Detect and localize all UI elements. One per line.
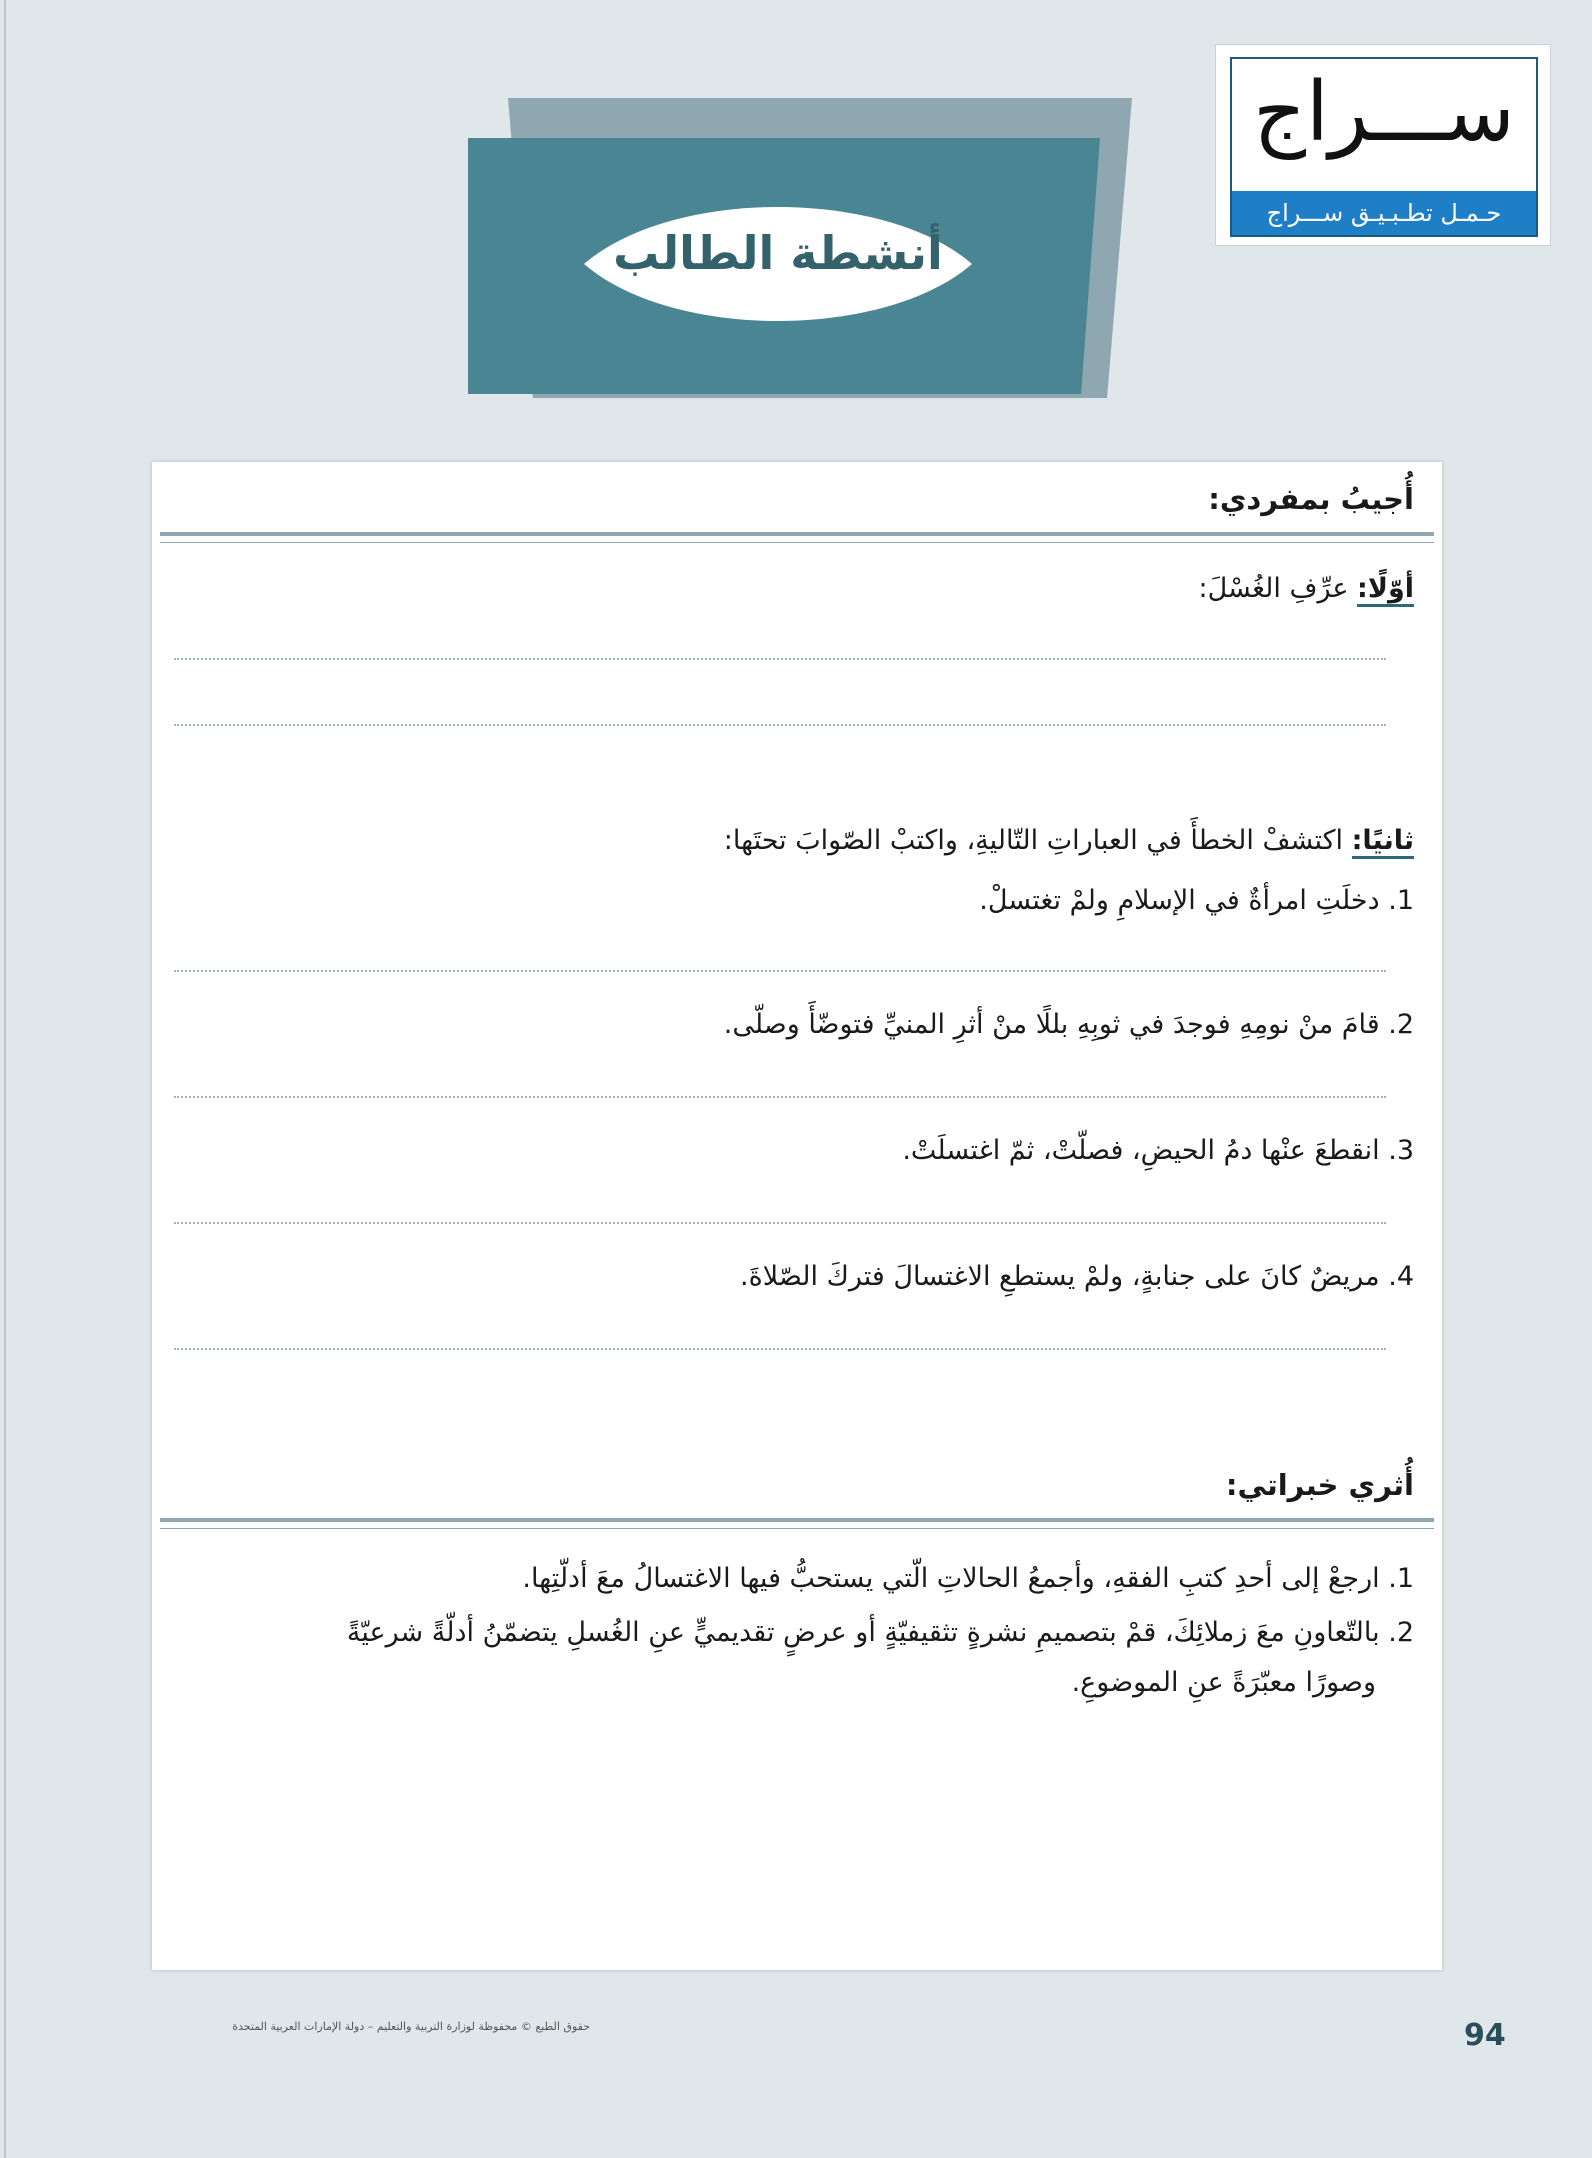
banner-title: أنشطة الطالب bbox=[613, 226, 943, 280]
statement-item: 4. مريضٌ كانَ على جنابةٍ، ولمْ يستطعِ الاغتسالَ فتركَ الصّلاةَ. bbox=[740, 1261, 1414, 1292]
logo-frame bbox=[1230, 57, 1538, 237]
answer-line[interactable] bbox=[174, 1222, 1386, 1224]
siraj-logo[interactable] bbox=[1215, 44, 1551, 246]
copyright-notice: حقوق الطبع © محفوظة لوزارة التربية والتعليم – دولة الإمارات العربية المتحدة bbox=[232, 2020, 590, 2033]
enrichment-item-continuation: وصورًا معبّرَةً عنِ الموضوعِ. bbox=[1071, 1667, 1376, 1698]
answer-line[interactable] bbox=[174, 970, 1386, 972]
answer-line[interactable] bbox=[174, 1348, 1386, 1350]
logo-word: ســـراج bbox=[1253, 65, 1515, 160]
answer-line[interactable] bbox=[174, 1096, 1386, 1098]
enrichment-item: 2. بالتّعاونِ معَ زملائِكَ، قمْ بتصميمِ نشرةٍ تثقيفيّةٍ أو عرضٍ تقديميٍّ عنِ الغُسلِ يتضمّنُ أدلّةً شرعيّةً bbox=[346, 1617, 1414, 1648]
question-1-lead: أوّلًا: bbox=[1357, 573, 1414, 607]
section1-heading: أُجيبُ بمفردي: bbox=[1208, 482, 1414, 516]
question-1-text: عرِّفِ الغُسْلَ: bbox=[1198, 573, 1358, 604]
section2-heading: أُثري خبراتي: bbox=[1225, 1468, 1414, 1502]
statement-item: 2. قامَ منْ نومِهِ فوجدَ في ثوبِهِ بللًا منْ أثرِ المنيِّ فتوضّأَ وصلّى. bbox=[723, 1009, 1414, 1040]
question-2-lead: ثانيًا: bbox=[1352, 825, 1414, 859]
question-2 bbox=[184, 818, 1414, 864]
answer-line[interactable] bbox=[174, 658, 1386, 660]
section2-rule-thin bbox=[160, 1528, 1434, 1529]
section1-rule-thick bbox=[160, 532, 1434, 536]
question-1 bbox=[184, 566, 1414, 612]
section1-rule-thin bbox=[160, 542, 1434, 543]
statement-item: 3. انقطعَ عنْها دمُ الحيضِ، فصلّتْ، ثمّ اغتسلَتْ. bbox=[902, 1135, 1414, 1166]
statement-item: 1. دخلَتِ امرأةٌ في الإسلامِ ولمْ تغتسلْ. bbox=[979, 885, 1414, 916]
question-2-text: اكتشفْ الخطأَ في العباراتِ التّاليةِ، واكتبْ الصّوابَ تحتَها: bbox=[723, 825, 1352, 856]
page-edge-line bbox=[4, 0, 6, 2158]
logo-download-strip: حـمـل تطـبـيـق ســـراج bbox=[1232, 191, 1536, 235]
section2-rule-thick bbox=[160, 1518, 1434, 1522]
answer-line[interactable] bbox=[174, 724, 1386, 726]
page-number: 94 bbox=[1464, 2018, 1506, 2053]
activities-card bbox=[152, 462, 1442, 1970]
enrichment-item: 1. ارجعْ إلى أحدِ كتبِ الفقهِ، وأجمعُ الحالاتِ الّتي يستحبُّ فيها الاغتسالُ معَ أدلّتِها. bbox=[522, 1563, 1414, 1594]
